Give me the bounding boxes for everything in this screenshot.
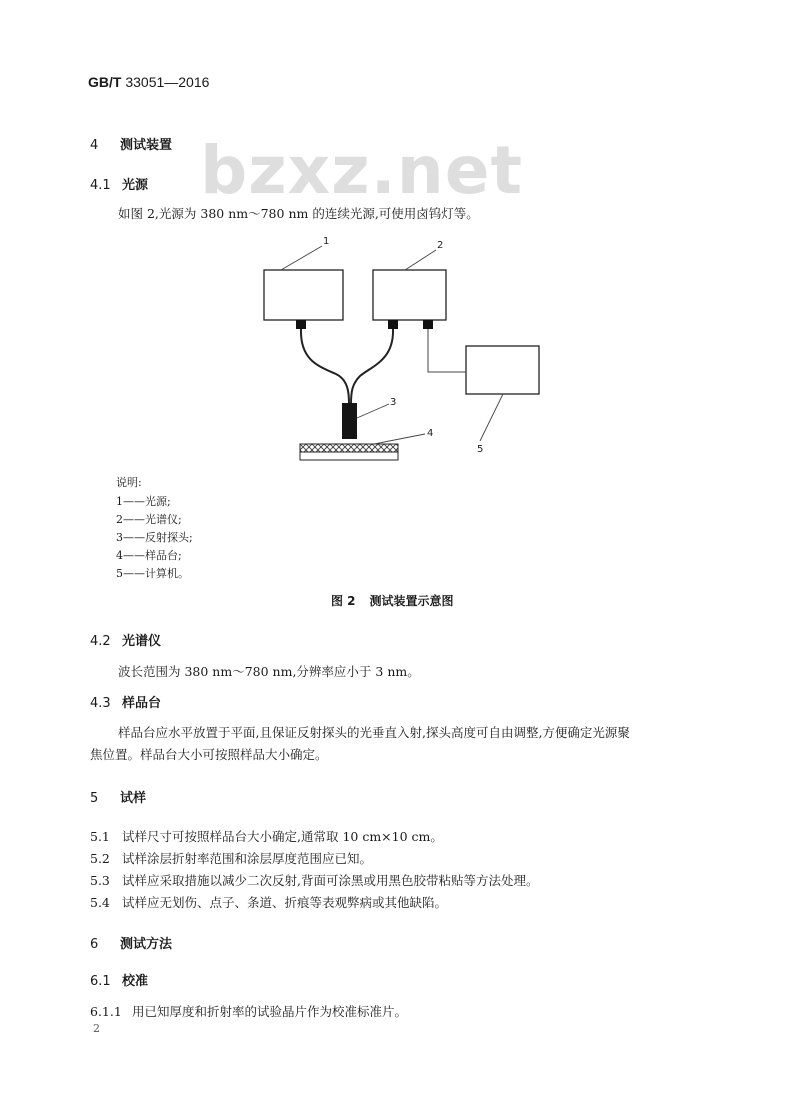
spectrometer-connector-b (423, 320, 433, 329)
legend (116, 493, 193, 583)
section-4-3-text-line1: 样品台应水平放置于平面,且保证反射探头的光垂直入射,探头高度可自由调整,方便确定光源聚 (118, 725, 630, 740)
fiber-light-to-probe (301, 329, 349, 404)
cable-to-computer (428, 329, 466, 372)
computer-box (466, 346, 539, 394)
label-4: 4 (427, 428, 434, 439)
legend-title: 说明: (116, 476, 142, 489)
section-5-1-item: 5.1 试样尺寸可按照样品台大小确定,通常取 10 cm×10 cm。 (90, 829, 443, 844)
section-4-2-heading: 4.2 光谱仪 (90, 634, 162, 649)
label-5: 5 (477, 444, 484, 455)
section-6-heading: 6 测试方法 (90, 937, 173, 952)
sample-stage-base (300, 452, 398, 460)
legend-item: 2——光谱仪; (116, 513, 182, 526)
legend-item: 5——计算机。 (116, 567, 189, 580)
section-4-1-heading: 4.1 光源 (90, 178, 149, 193)
standard-code: GB/T 33051—2016 (88, 74, 210, 90)
section-4-1-text: 如图 2,光源为 380 nm～780 nm 的连续光源,可使用卤钨灯等。 (118, 206, 479, 221)
spectrometer-box (373, 270, 446, 320)
section-6-1-heading: 6.1 校准 (90, 974, 149, 989)
light-source-connector (296, 320, 306, 329)
fiber-spectrometer-to-probe (351, 329, 393, 404)
section-6-1-1-item: 6.1.1 用已知厚度和折射率的试验晶片作为校准标准片。 (90, 1004, 408, 1019)
sample-stage-hatch (300, 444, 398, 452)
legend-item: 1——光源; (116, 495, 171, 508)
watermark: bzxz.net (200, 132, 524, 209)
section-4-3-text-line2: 焦位置。样品台大小可按照样品大小确定。 (90, 747, 328, 762)
spectrometer-connector-a (388, 320, 398, 329)
section-4-2-text: 波长范围为 380 nm～780 nm,分辨率应小于 3 nm。 (118, 664, 420, 679)
section-4-3-heading: 4.3 样品台 (90, 696, 162, 711)
figure-caption: 图 2 测试装置示意图 (331, 594, 454, 608)
section-4-heading: 4 测试装置 (90, 138, 173, 153)
legend-item: 3——反射探头; (116, 531, 193, 544)
label-2: 2 (437, 240, 444, 251)
section-5-2-item: 5.2 试样涂层折射率范围和涂层厚度范围应已知。 (90, 851, 373, 866)
label-3: 3 (390, 397, 397, 408)
light-source-box (264, 270, 343, 320)
test-apparatus-diagram (0, 0, 800, 480)
label-1: 1 (323, 236, 330, 247)
reflection-probe (342, 403, 357, 439)
section-5-3-item: 5.3 试样应采取措施以减少二次反射,背面可涂黑或用黑色胶带粘贴等方法处理。 (90, 873, 539, 888)
page-number: 2 (93, 1022, 100, 1035)
section-5-heading: 5 试样 (90, 791, 147, 806)
legend-item: 4——样品台; (116, 549, 182, 562)
section-5-4-item: 5.4 试样应无划伤、点子、条道、折痕等表观弊病或其他缺陷。 (90, 895, 448, 910)
